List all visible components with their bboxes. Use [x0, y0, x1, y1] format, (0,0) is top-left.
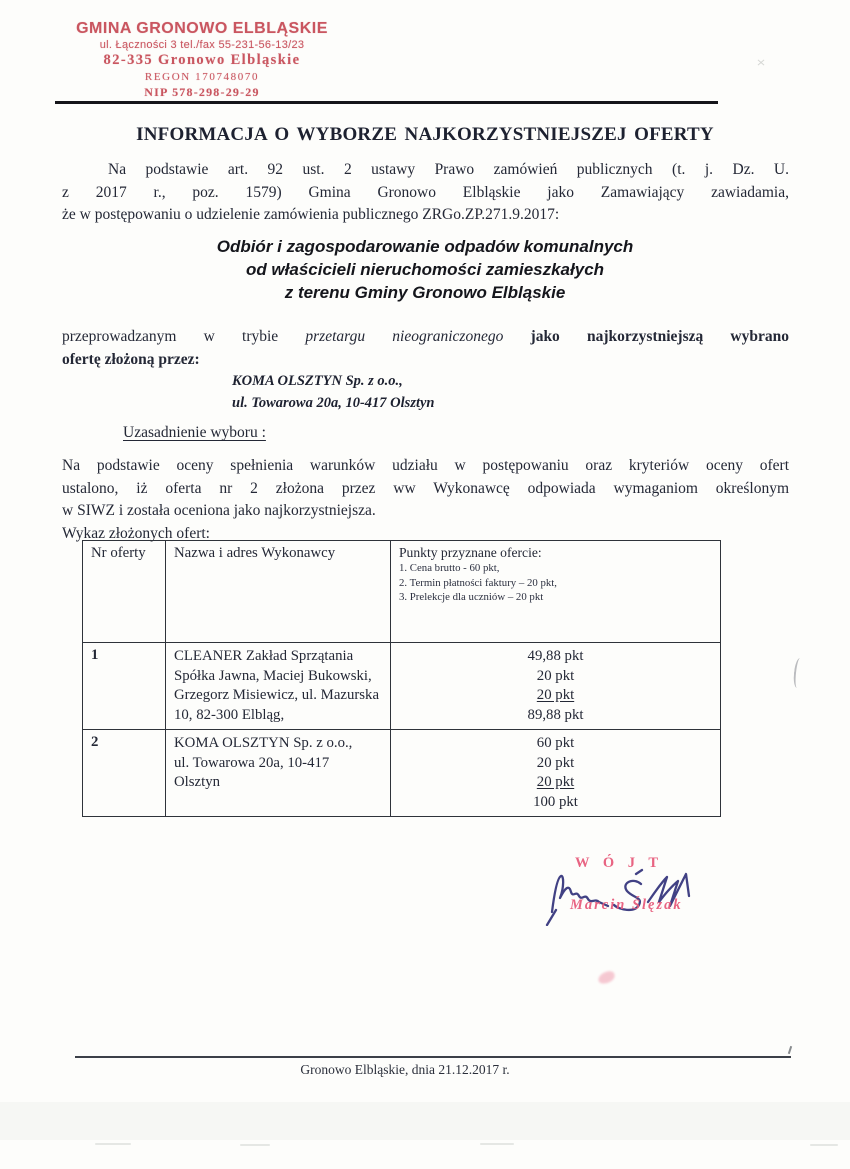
column-header-contractor: Nazwa i adres Wykonawcy [166, 541, 391, 643]
contractor-line: 10, 82-300 Elbląg, [174, 706, 285, 723]
points-total: 89,88 pkt [527, 706, 584, 723]
procedure-mode-text: przetargu nieograniczonego [305, 328, 504, 345]
selection-line [62, 326, 789, 349]
intro-line: Na podstawie art. 92 ust. 2 ustawy Prawo zamówień publicznych (t. j. Dz. U. [108, 161, 789, 178]
offer-points [391, 643, 721, 730]
offer-number: 1 [83, 643, 166, 730]
header-divider-line [55, 101, 718, 104]
winner-name: KOMA OLSZTYN Sp. z o.o., [232, 373, 403, 389]
points-header-title: Punkty przyznane ofercie: [399, 545, 542, 560]
scan-artifact-band [0, 1102, 850, 1140]
justification-line: w SIWZ i została oceniona jako najkorzystniejsza. [62, 502, 376, 519]
contractor-name-address [166, 643, 391, 730]
winning-contractor [232, 371, 435, 414]
place-and-date: Gronowo Elbląskie, dnia 21.12.2017 r. [300, 1062, 510, 1077]
points-lectures: 20 pkt [536, 774, 575, 790]
intro-line: z 2017 r., poz. 1579) Gmina Gronowo Elbląskie jako Zamawiający zawiadamia, [62, 183, 789, 201]
offers-table [82, 540, 721, 817]
column-header-points [391, 541, 721, 643]
points-price: 49,88 pkt [527, 648, 584, 664]
winner-address: ul. Towarowa 20a, 10-417 Olsztyn [232, 394, 435, 411]
scan-artifact-paren [792, 658, 804, 689]
subject-line: Odbiór i zagospodarowanie odpadów komunalnych [216, 237, 634, 256]
scan-artifact-dash [480, 1143, 514, 1145]
contractor-line: ul. Towarowa 20a, 10-417 [174, 754, 330, 771]
criterion-price: 1. Cena brutto - 60 pkt, [399, 562, 500, 574]
contractor-line: Grzegorz Misiewicz, ul. Mazurska [174, 687, 380, 703]
table-row-offer-2 [83, 730, 721, 817]
justification-paragraph [62, 455, 789, 545]
subject-line: z terenu Gminy Gronowo Elbląskie [284, 283, 566, 302]
stamp-address-phone: ul. Łączności 3 tel./fax 55-231-56-13/23 [99, 39, 305, 51]
selection-line: ofertę złożoną przez: [62, 350, 200, 368]
scan-artifact-smudge [597, 970, 617, 986]
column-header-offer-number: Nr oferty [83, 541, 166, 643]
criterion-lectures: 3. Prelekcje dla uczniów – 20 pkt [399, 591, 544, 603]
justification-line: Na podstawie oceny spełnienia warunków udziału w postępowaniu oraz kryteriów oceny ofert [62, 457, 789, 474]
footer-divider-line [75, 1056, 791, 1058]
intro-line: że w postępowaniu o udzielenie zamówienia publicznego ZRGo.ZP.271.9.2017: [62, 206, 560, 223]
contractor-line: CLEANER Zakład Sprzątania [174, 648, 354, 664]
selection-bold-text: jako najkorzystniejszą wybrano [503, 328, 789, 345]
points-payment-term: 20 pkt [536, 667, 575, 684]
stamp-nip: NIP 578-298-29-29 [144, 85, 260, 99]
stamp-regon: REGON 170748070 [144, 71, 260, 83]
selection-text: przeprowadzanym w trybie [62, 328, 306, 345]
selection-paragraph [62, 326, 789, 371]
offer-points [391, 730, 721, 817]
signatory-name-stamp: Marcin Ślęzak [570, 897, 683, 913]
scan-artifact-dash [95, 1143, 131, 1145]
stamp-postal-city: 82-335 Gronowo Elbląskie [103, 52, 301, 68]
table-header-row [83, 541, 721, 643]
justification-line: ustalono, iż oferta nr 2 złożona przez ww Wykonawcę odpowiada wymaganiom określonym [62, 479, 789, 497]
scan-artifact-dash [810, 1144, 838, 1146]
subject-line: od właścicieli nieruchomości zamieszkałych [245, 260, 605, 279]
offers-list-label: Wykaz złożonych ofert: [62, 524, 210, 542]
office-stamp [64, 20, 340, 100]
signatory-title-stamp: W Ó J T [575, 855, 664, 871]
points-price: 60 pkt [536, 735, 575, 751]
contractor-name-address [166, 730, 391, 817]
intro-paragraph [62, 159, 789, 227]
points-total: 100 pkt [533, 793, 578, 810]
points-lectures: 20 pkt [536, 687, 575, 703]
contractor-line: Spółka Jawna, Maciej Bukowski, [174, 667, 372, 684]
page-title: INFORMACJA O WYBORZE NAJKORZYSTNIEJSZEJ OFERTY [136, 124, 714, 145]
contractor-line: KOMA OLSZTYN Sp. z o.o., [174, 735, 353, 751]
points-payment-term: 20 pkt [536, 754, 575, 771]
scan-artifact-mark [757, 58, 765, 66]
scan-artifact-tick [788, 1046, 792, 1054]
contractor-line: Olsztyn [174, 774, 221, 790]
offer-number: 2 [83, 730, 166, 817]
contract-subject [0, 235, 850, 304]
justification-heading: Uzasadnienie wyboru : [123, 424, 266, 441]
scan-artifact-dash [240, 1144, 270, 1146]
stamp-municipality-name: GMINA GRONOWO ELBLĄSKIE [76, 20, 328, 37]
table-row-offer-1 [83, 643, 721, 730]
criterion-payment-term: 2. Termin płatności faktury – 20 pkt, [399, 576, 557, 589]
